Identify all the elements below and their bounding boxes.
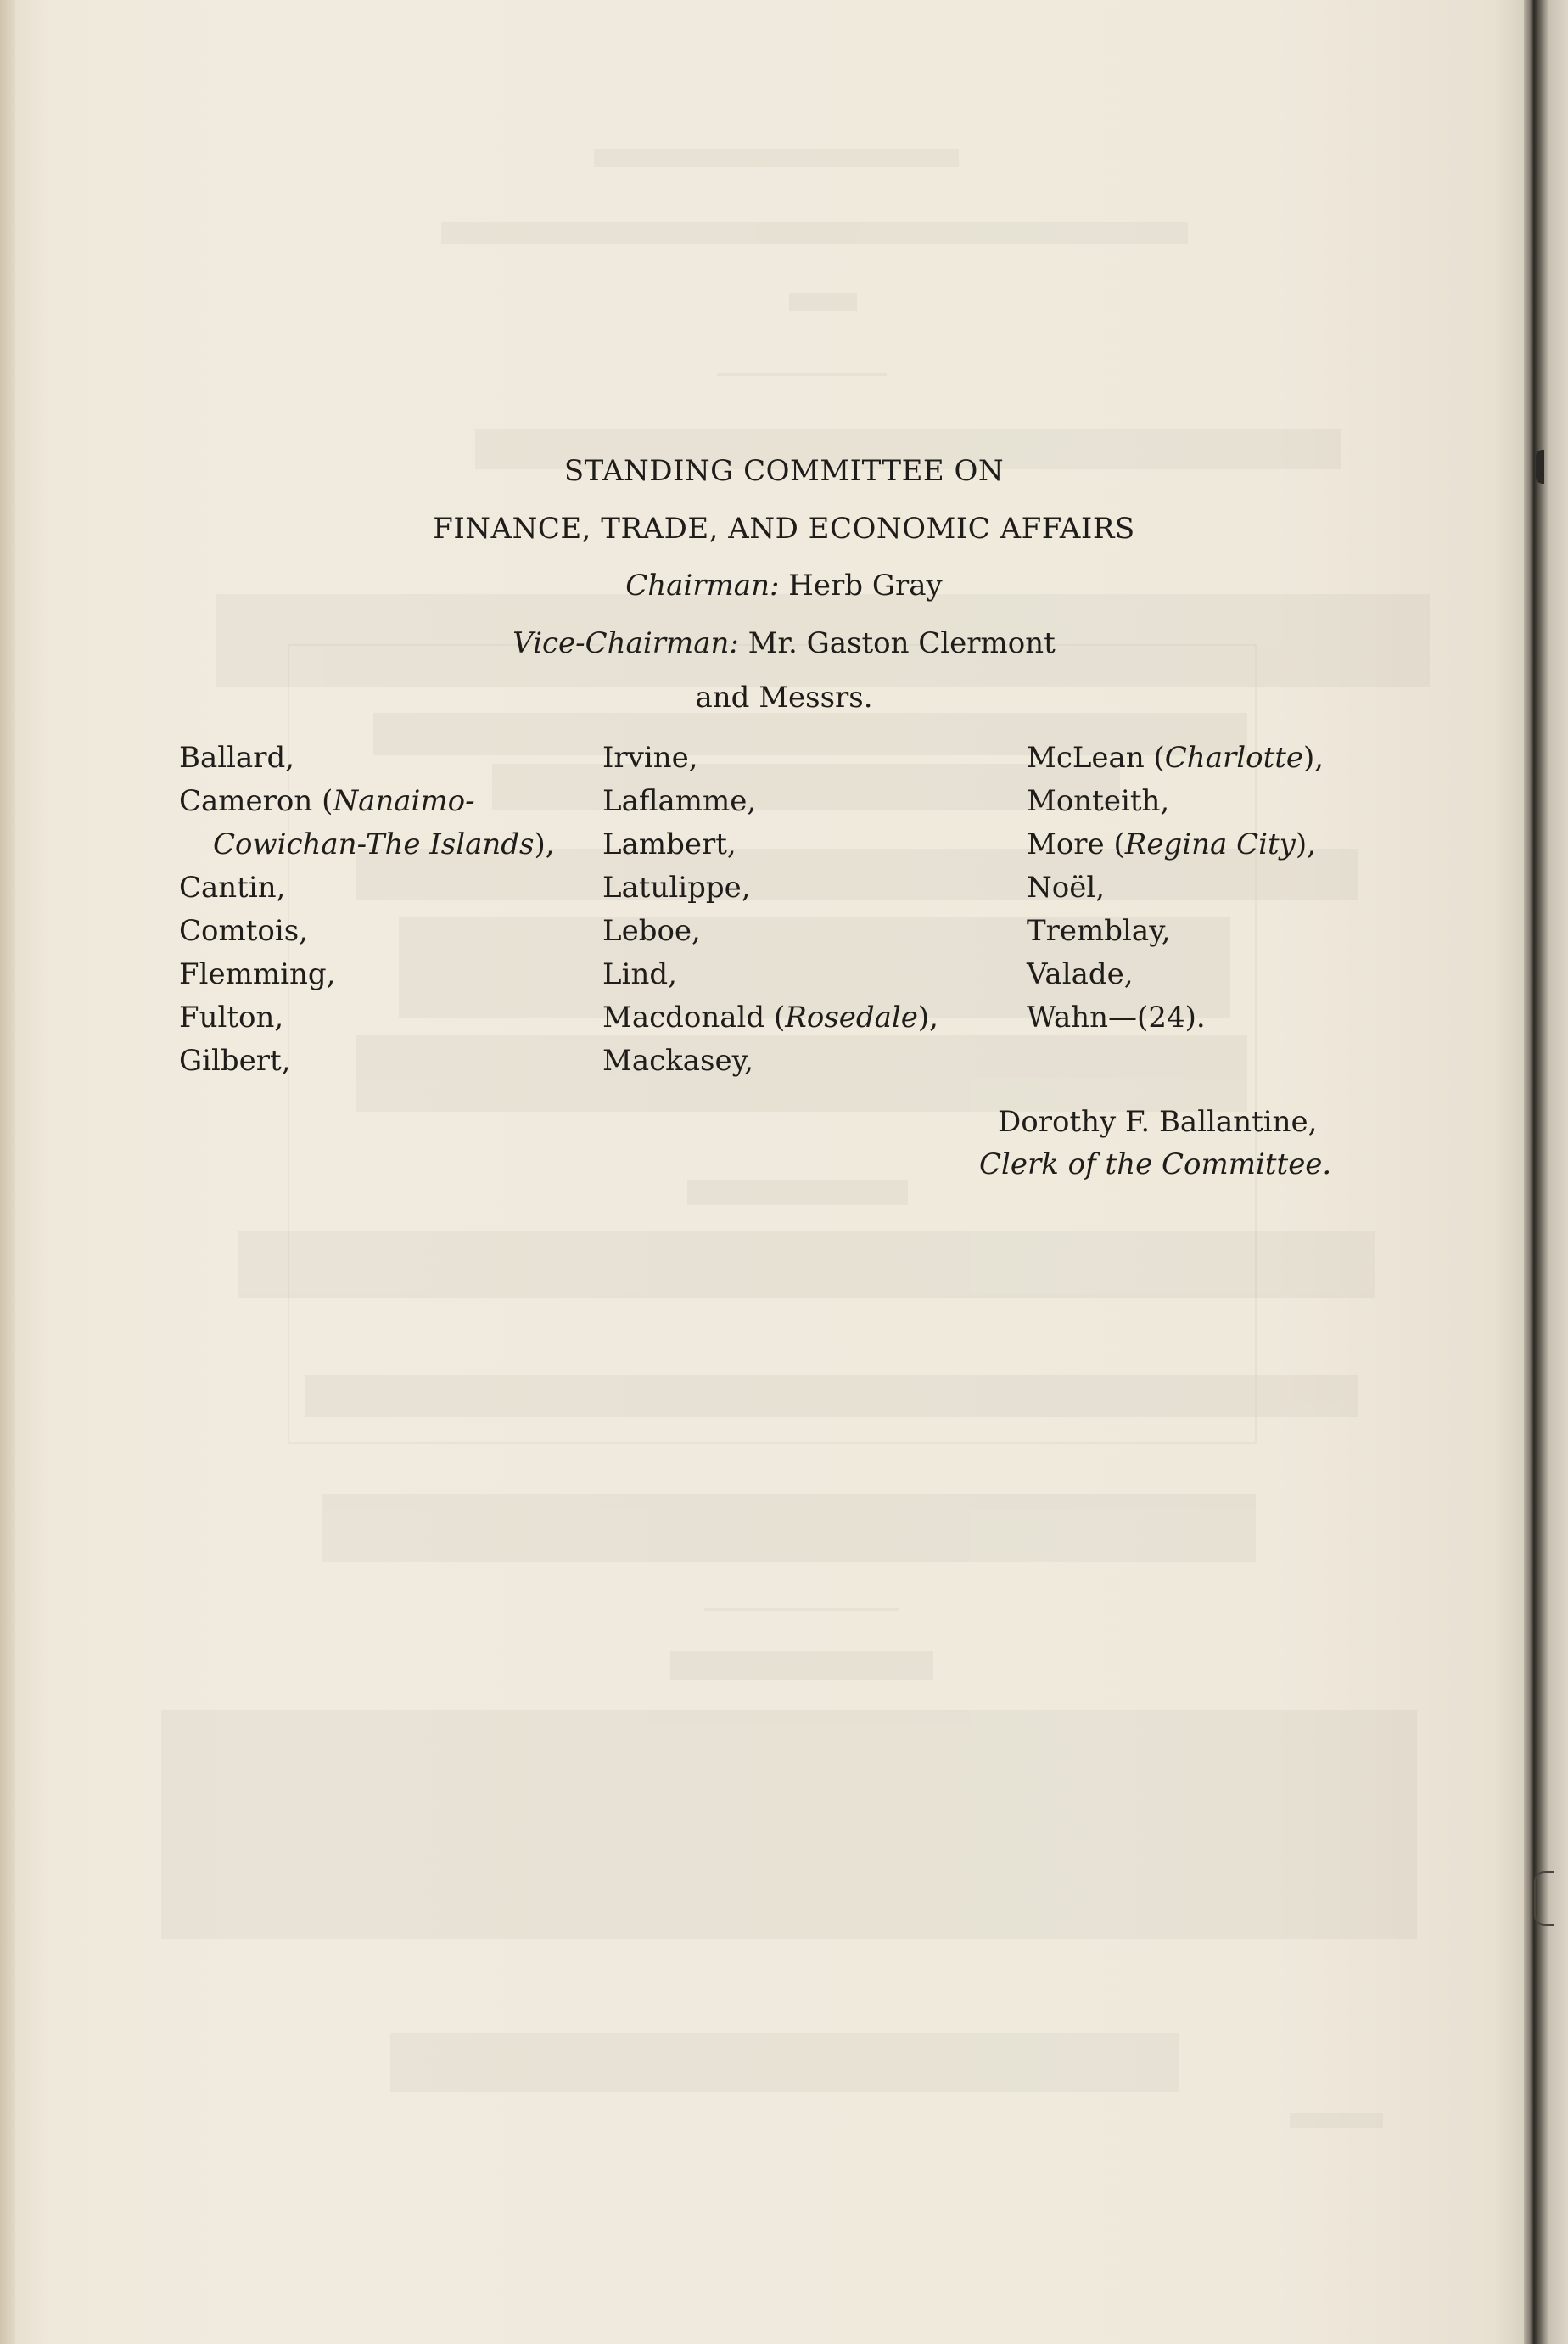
chairman-line: [0, 569, 1568, 603]
binding-tab-mark: [1534, 1871, 1554, 1926]
member-name: Gilbert,: [179, 1044, 291, 1078]
member-name: Ballard,: [179, 741, 295, 775]
member-name: More (Regina City),: [1027, 827, 1316, 861]
member-name: Lind,: [602, 957, 677, 991]
member-name: Wahn—(24).: [1027, 1001, 1206, 1035]
member-name: Noël,: [1027, 871, 1106, 905]
member-name: McLean (Charlotte),: [1027, 741, 1324, 775]
vice-chairman-label: Vice-Chairman:: [512, 626, 739, 660]
member-name: Latulippe,: [602, 871, 751, 905]
members-column-1: [179, 737, 555, 1083]
vice-chairman-name: Mr. Gaston Clermont: [748, 626, 1056, 660]
member-name: Lambert,: [602, 827, 736, 861]
members-column-2: [602, 737, 938, 1083]
chairman-label: Chairman:: [625, 569, 780, 603]
member-name: Valade,: [1027, 957, 1134, 991]
vice-chairman-line: [0, 626, 1568, 660]
chairman-name: Herb Gray: [788, 569, 943, 603]
committee-title-line1: STANDING COMMITTEE ON: [563, 454, 1005, 488]
page-left-edge: [0, 0, 15, 2344]
member-name: Fulton,: [179, 1001, 284, 1035]
members-column-3: [1027, 737, 1324, 1040]
and-messrs: and Messrs.: [695, 681, 873, 715]
member-name: Cameron (Nanaimo-: [179, 784, 475, 818]
committee-title-line2: FINANCE, TRADE, AND ECONOMIC AFFAIRS: [433, 512, 1135, 546]
clerk-title: Clerk of the Committee.: [979, 1147, 1332, 1181]
member-name: Cantin,: [179, 871, 286, 905]
member-name: Laflamme,: [602, 784, 757, 818]
member-name: Monteith,: [1027, 784, 1170, 818]
member-name-continuation: Cowichan-The Islands),: [213, 827, 555, 861]
member-name: Leboe,: [602, 914, 701, 948]
member-name: Macdonald (Rosedale),: [602, 1001, 938, 1035]
member-name: Irvine,: [602, 741, 698, 775]
member-name: Mackasey,: [602, 1044, 754, 1078]
member-name: Flemming,: [179, 957, 336, 991]
member-name: Tremblay,: [1027, 914, 1171, 948]
clerk-name: Dorothy F. Ballantine,: [998, 1105, 1318, 1139]
member-name: Comtois,: [179, 914, 308, 948]
binding-spine: [1524, 0, 1568, 2344]
